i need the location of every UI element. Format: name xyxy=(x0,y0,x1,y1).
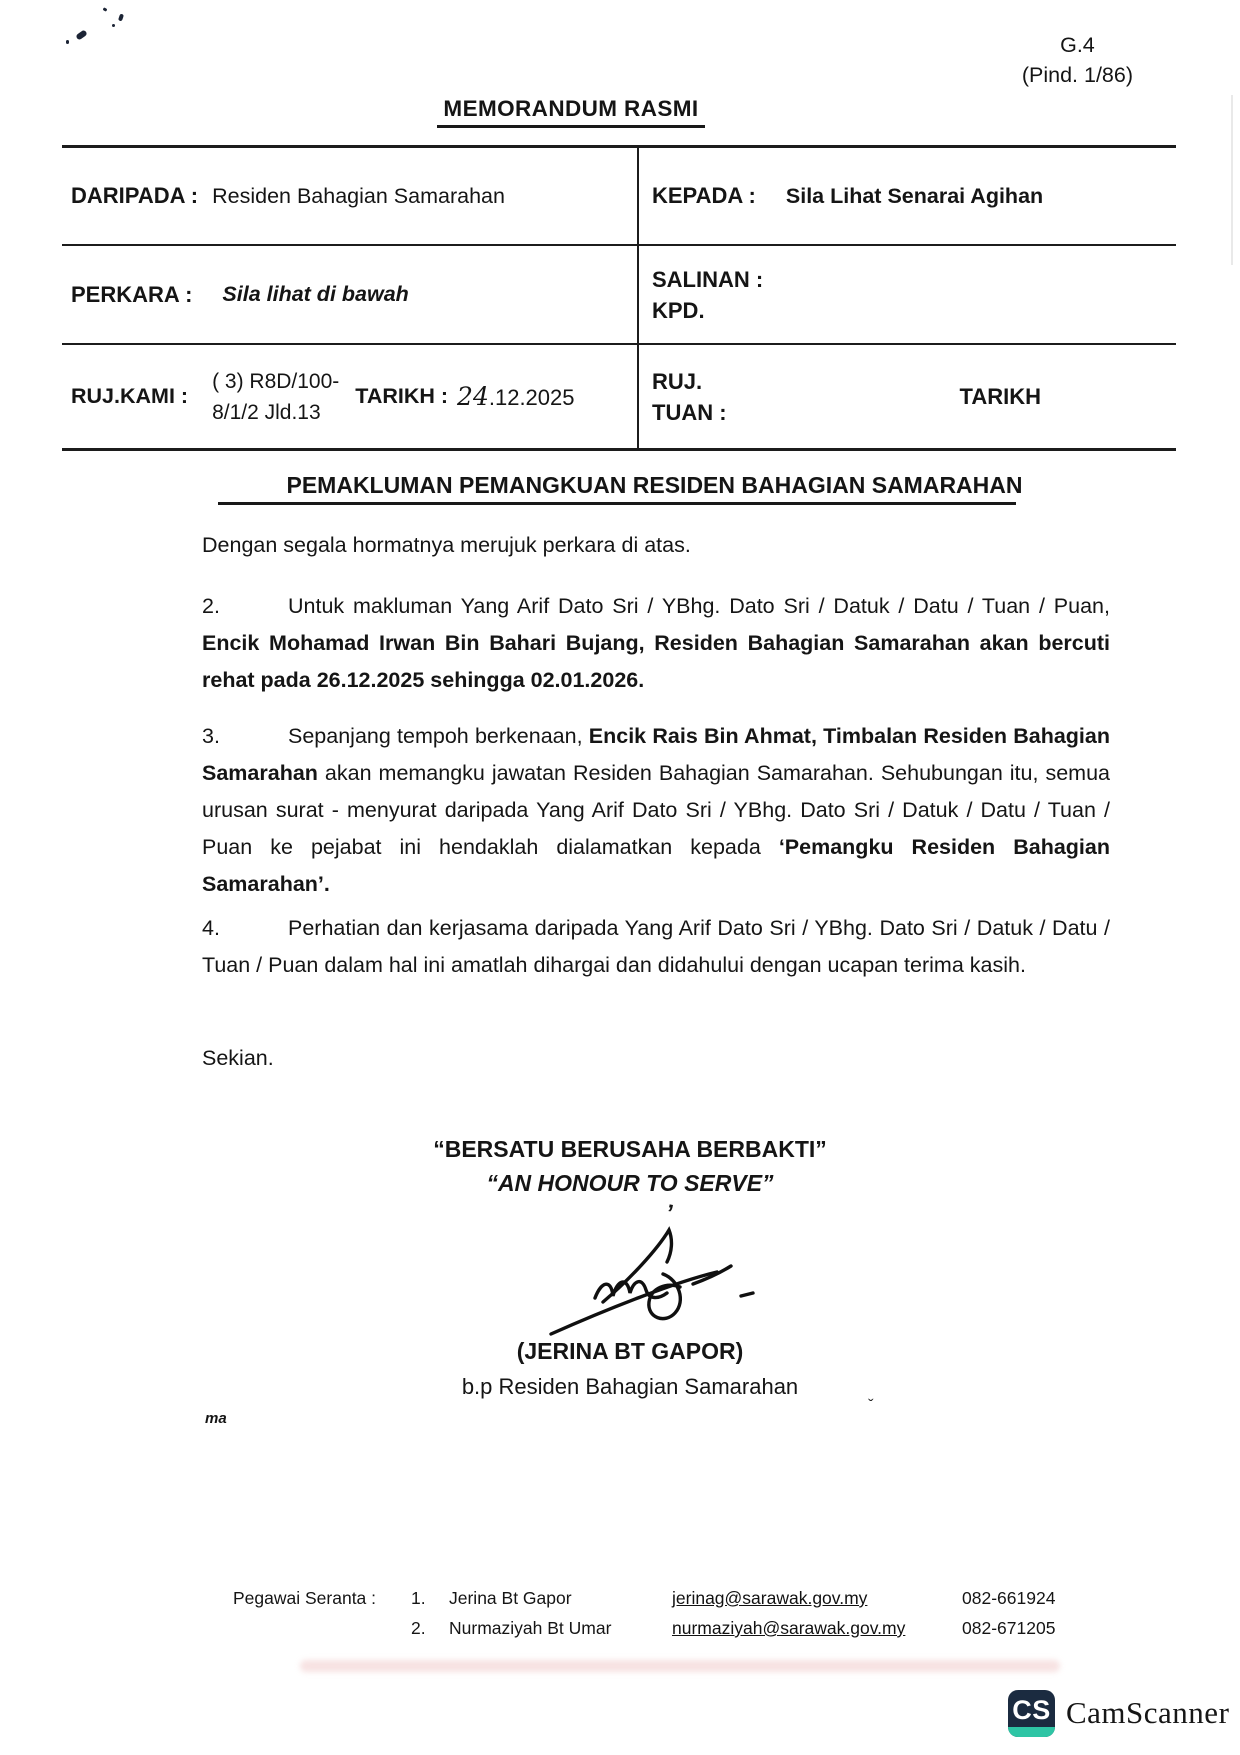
paragraph-4: 4. Perhatian dan kerjasama daripada Yang Arif Dato Sri / YBhg. Dato Sri / Datuk / Datu / Tuan / Puan dalam hal ini amatlah dihargai dan didahului dengan ucapan terima kasih. xyxy=(202,910,1110,984)
cell-salinan xyxy=(639,246,1176,343)
scan-edge-artifact xyxy=(1231,95,1233,265)
scan-speck xyxy=(112,24,115,27)
scan-speck xyxy=(103,7,108,12)
kepada-value: Sila Lihat Senarai Agihan xyxy=(785,183,1044,208)
motto-line-2: “AN HONOUR TO SERVE” xyxy=(486,1170,774,1196)
form-code: G.4 xyxy=(1060,33,1095,57)
contact-email-link[interactable]: jerinag@sarawak.gov.my xyxy=(672,1588,868,1608)
signature-scribble xyxy=(545,1222,760,1347)
salinan-kpd: KPD. xyxy=(652,297,705,323)
signatory-behalf: b.p Residen Bahagian Samarahan xyxy=(461,1374,799,1399)
contact-email-link[interactable]: nurmaziyah@sarawak.gov.my xyxy=(672,1618,906,1638)
cell-ruj-kami xyxy=(62,345,639,448)
contact-name: Jerina Bt Gapor xyxy=(449,1588,572,1608)
subject-title: PEMAKLUMAN PEMANGKUAN RESIDEN BAHAGIAN SAMARAHAN xyxy=(286,472,1023,498)
perkara-value: Sila lihat di bawah xyxy=(222,282,409,306)
cell-ruj-tuan xyxy=(639,345,1176,448)
scan-tick-mark: ˇ xyxy=(868,1396,874,1415)
kepada-label: KEPADA : xyxy=(652,183,756,208)
contact-number: 1. xyxy=(411,1588,426,1608)
memo-heading-wrap xyxy=(0,96,1142,128)
tarikh-label: TARIKH : xyxy=(355,384,449,408)
contact-row xyxy=(233,1583,1062,1613)
motto-line-1: “BERSATU BERUSAHA BERBAKTI” xyxy=(433,1136,827,1162)
daripada-label: DARIPADA : xyxy=(71,183,199,208)
scan-speck xyxy=(75,29,87,40)
scan-speck xyxy=(66,40,69,44)
table-row-perkara-salinan xyxy=(62,246,1176,345)
signature-pen-mark: ’ xyxy=(663,1199,676,1228)
cell-kepada xyxy=(639,148,1176,244)
camscanner-icon xyxy=(1008,1690,1055,1737)
paragraph-3-number: 3. xyxy=(202,724,220,748)
pegawai-seranta-label: Pegawai Seranta : xyxy=(233,1588,377,1608)
table-row-ruj-tarikh xyxy=(62,345,1176,448)
paragraph-1: Dengan segala hormatnya merujuk perkara di atas. xyxy=(202,533,691,557)
subject-underline xyxy=(218,502,1016,505)
contact-name: Nurmaziyah Bt Umar xyxy=(449,1618,612,1638)
contact-phone: 082-661924 xyxy=(962,1588,1056,1608)
initials-note: ma xyxy=(205,1410,227,1427)
paragraph-3: 3. Sepanjang tempoh berkenaan, Encik Rais Bin Ahmat, Timbalan Residen Bahagian Samarahan akan memangku jawatan Residen Bahagian Samarahan. Sehubungan itu, semua urusan surat - menyurat daripada Yang Arif Dato Sri / YBhg. Dato Sri / Datuk / Datu / Tuan / Puan ke pejabat ini hendaklah dialamatkan kepada ‘Pemangku Residen Bahagian Samarahan’. xyxy=(202,718,1110,903)
ruj-kami-label: RUJ.KAMI : xyxy=(71,384,189,408)
form-code-block xyxy=(1022,30,1133,90)
salinan-label: SALINAN : xyxy=(652,266,764,292)
ruj-tuan-line2: TUAN : xyxy=(652,399,727,425)
tarikh-value: 24.12.2025 xyxy=(457,382,575,411)
signatory-name: (JERINA BT GAPOR) xyxy=(516,1338,744,1364)
contact-phone: 082-671205 xyxy=(962,1618,1056,1638)
paragraph-4-number: 4. xyxy=(202,916,220,940)
camscanner-wordmark: CamScanner xyxy=(1066,1695,1230,1730)
scan-speck xyxy=(118,14,124,22)
daripada-value: Residen Bahagian Samarahan xyxy=(212,183,505,208)
ruj-tuan-line1: RUJ. xyxy=(652,368,703,394)
scan-smudge xyxy=(300,1660,1060,1672)
paragraph-2: 2. Untuk makluman Yang Arif Dato Sri / YBhg. Dato Sri / Datuk / Datu / Tuan / Puan, Encik Mohamad Irwan Bin Bahari Bujang, Residen Bahagian Samarahan akan bercuti rehat pada 26.12.2025 sehingga 02.01.2026. xyxy=(202,588,1110,699)
closing-line: Sekian. xyxy=(202,1046,274,1070)
camscanner-icon-letters: CS xyxy=(1012,1695,1051,1725)
perkara-label: PERKARA : xyxy=(71,281,193,307)
contact-row xyxy=(233,1613,1062,1643)
memo-header-table xyxy=(62,145,1176,451)
tarikh-handwritten-day: 24 xyxy=(457,382,489,411)
cell-perkara xyxy=(62,246,639,343)
contact-number: 2. xyxy=(411,1618,426,1638)
footer-contacts xyxy=(233,1583,1062,1643)
memo-heading: MEMORANDUM RASMI xyxy=(437,96,704,128)
cell-daripada xyxy=(62,148,639,244)
paragraph-2-number: 2. xyxy=(202,594,220,618)
ruj-kami-value: ( 3) R8D/100- 8/1/2 Jld.13 xyxy=(212,369,340,424)
table-row-daripada-kepada xyxy=(62,148,1176,246)
tarikh-kanan-label: TARIKH xyxy=(959,383,1041,409)
form-revision: (Pind. 1/86) xyxy=(1021,63,1133,87)
